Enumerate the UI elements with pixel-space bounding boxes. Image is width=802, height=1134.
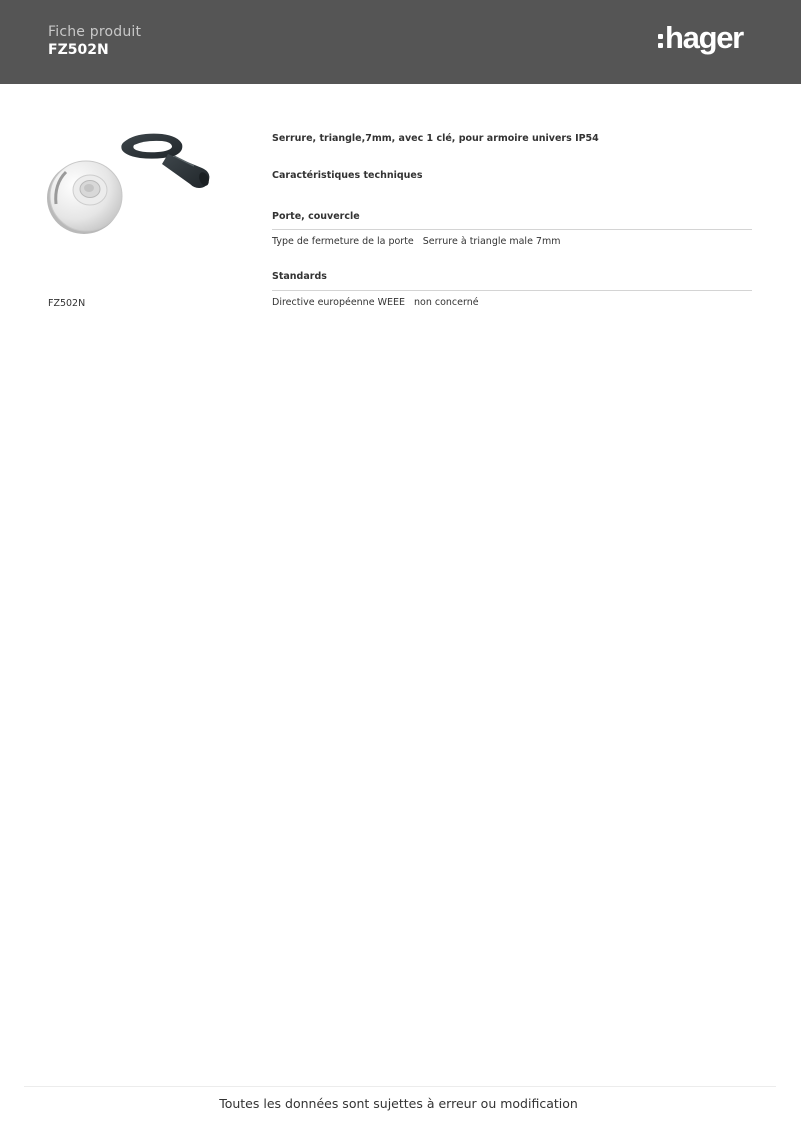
header-band bbox=[0, 0, 801, 84]
spec-value: Serrure à triangle male 7mm bbox=[422, 236, 561, 247]
spec-label: Type de fermeture de la porte bbox=[272, 236, 414, 247]
product-code: FZ502N bbox=[48, 298, 86, 309]
spec-group-title: Porte, couvercle bbox=[272, 211, 360, 222]
spec-row bbox=[272, 236, 561, 247]
divider bbox=[272, 290, 752, 291]
hager-logo bbox=[656, 22, 756, 62]
spec-label: Directive européenne WEEE bbox=[272, 297, 405, 308]
lock-and-key-image bbox=[44, 126, 216, 238]
logo-dot-top bbox=[658, 34, 663, 39]
spec-value: non concerné bbox=[413, 297, 479, 308]
footer-divider bbox=[24, 1086, 776, 1087]
spec-group-title: Standards bbox=[272, 271, 327, 282]
logo-wordmark: hager bbox=[665, 20, 743, 55]
spec-row bbox=[272, 297, 479, 308]
logo-dot-bottom bbox=[658, 43, 663, 48]
product-title: Serrure, triangle,7mm, avec 1 clé, pour armoire univers IP54 bbox=[272, 133, 599, 144]
divider bbox=[272, 229, 752, 230]
footer-disclaimer: Toutes les données sont sujettes à erreur ou modification bbox=[219, 1096, 578, 1111]
key bbox=[121, 134, 210, 188]
specs-heading: Caractéristiques techniques bbox=[272, 170, 423, 181]
lock-disc bbox=[47, 161, 122, 234]
document-reference: FZ502N bbox=[48, 42, 109, 58]
document-type: Fiche produit bbox=[48, 24, 142, 40]
